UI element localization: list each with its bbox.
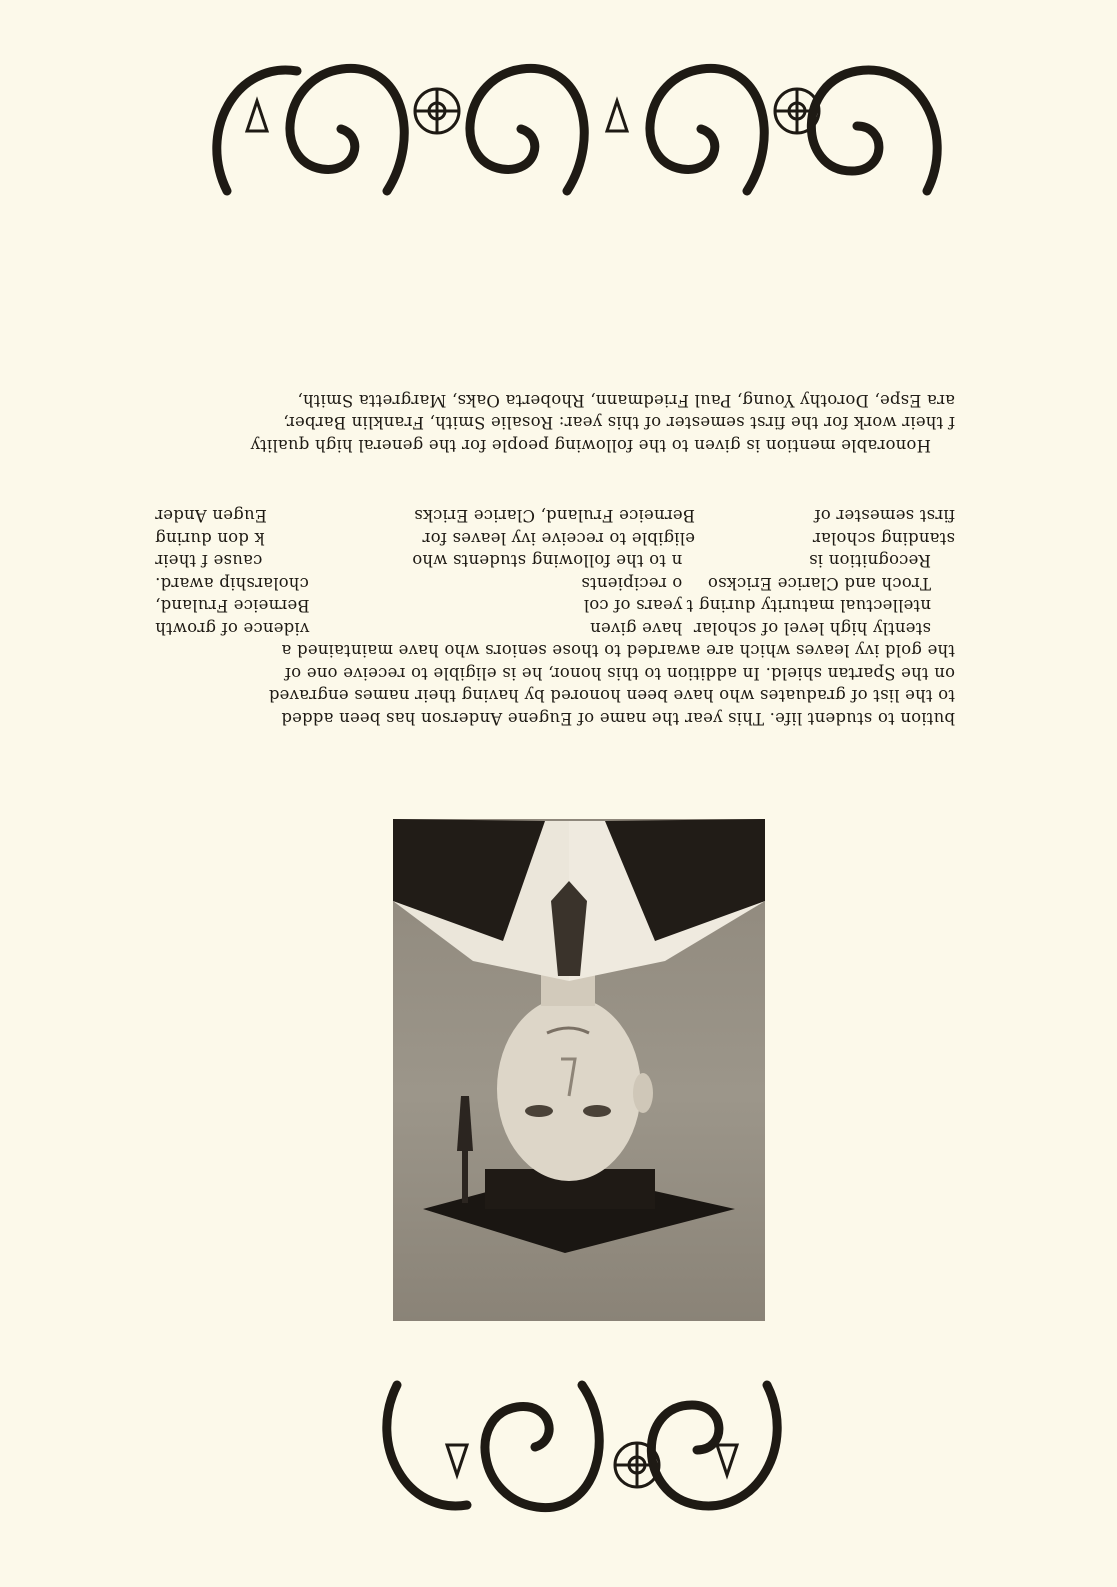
- graduate-portrait-image: [393, 819, 765, 1321]
- text-line: ara Espe, Dorothy Young, Paul Friedmann, Rhoberta Oaks, Margretta Smith,: [297, 391, 955, 410]
- text-line: [155, 594, 955, 617]
- text-line: Honorable mention is given to the following people for the general high quality: [250, 436, 931, 455]
- text-fragment: have given: [589, 619, 683, 638]
- text-fragment: ntellectual maturity during t: [686, 596, 931, 616]
- portrait-photo: [393, 819, 765, 1321]
- text-line: bution to student life. This year the name of Eugene Anderson has been added: [281, 709, 955, 728]
- text-fragment: eligible to receive ivy leaves for: [422, 529, 695, 548]
- text-fragment: n to the following students who: [412, 551, 683, 571]
- text-fragment: Berneice Fruland,: [154, 596, 310, 616]
- text-fragment: cholarship award.: [154, 574, 309, 593]
- text-fragment: stently high level of scholar: [693, 619, 931, 638]
- text-fragment: Eugen Ander: [155, 506, 267, 526]
- text-line: on the Spartan shield. In addition to this honor, he is eligible to receive one of: [284, 664, 955, 683]
- text-fragment: Berneice Fruland, Clarice Ericks: [414, 506, 695, 526]
- text-fragment: years of col: [583, 596, 683, 616]
- article-text: [155, 389, 955, 730]
- text-fragment: cause f their: [154, 551, 263, 571]
- text-fragment: o recipients: [581, 574, 683, 593]
- text-fragment: standing scholar: [812, 529, 955, 548]
- text-line: [155, 504, 955, 527]
- scroll-ornament-icon: [377, 1359, 787, 1535]
- text-fragment: vidence of growth: [154, 619, 310, 638]
- paragraph-honorable-mention: [155, 389, 955, 457]
- text-fragment: k don during: [155, 529, 265, 548]
- text-line: [155, 617, 955, 640]
- bottom-ornament-border: [207, 45, 947, 221]
- scroll-ornament-icon: [207, 45, 947, 221]
- top-ornament-border: [377, 1359, 787, 1535]
- text-fragment: Recognition is: [808, 551, 931, 571]
- paragraph-anderson: [155, 639, 955, 729]
- text-line: to the list of graduates who have been honored by having their names engraved: [268, 686, 955, 706]
- text-line: the gold ivy leaves which are awarded to those seniors who have maintained a: [281, 641, 955, 661]
- text-line: [155, 527, 955, 550]
- text-fragment: Troch and Clarice Erickso: [707, 574, 931, 593]
- text-line: [155, 549, 955, 572]
- partially-obscured-text: [155, 504, 955, 639]
- text-fragment: first semester of: [814, 506, 955, 526]
- text-line: [155, 572, 955, 595]
- text-line: f their work for the first semester of this year: Rosalie Smith, Franklin Barber,: [283, 413, 955, 433]
